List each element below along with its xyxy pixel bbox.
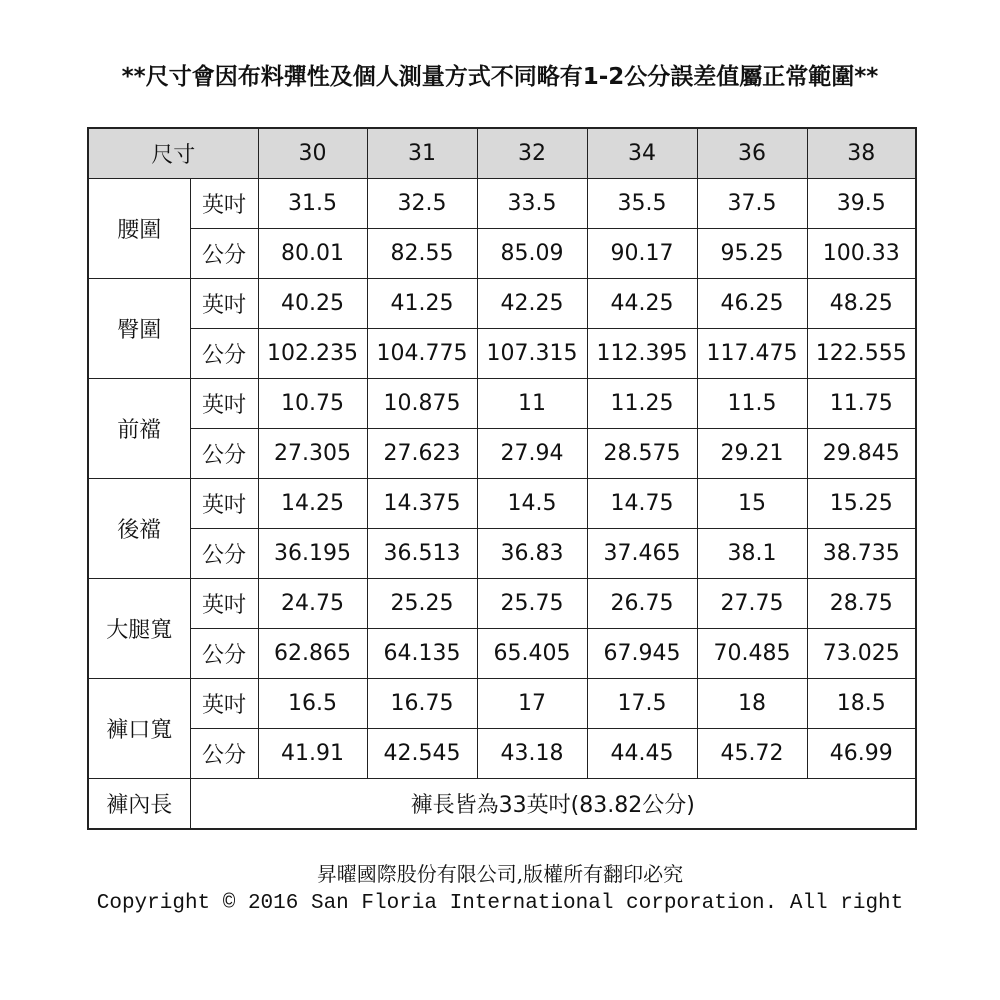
cm-value-cell: 64.135 <box>367 629 477 679</box>
cm-value-cell: 70.485 <box>697 629 807 679</box>
cm-value-cell: 85.09 <box>477 229 587 279</box>
header-row <box>88 128 916 179</box>
inch-value-cell: 15.25 <box>807 479 916 529</box>
cm-value-cell: 112.395 <box>587 329 697 379</box>
measurement-row-inch <box>88 279 916 329</box>
inseam-label: 褲內長 <box>88 779 190 830</box>
unit-cm-label: 公分 <box>190 629 258 679</box>
inch-value-cell: 16.5 <box>258 679 367 729</box>
inch-value-cell: 42.25 <box>477 279 587 329</box>
header-size: 32 <box>477 128 587 179</box>
inch-value-cell: 16.75 <box>367 679 477 729</box>
inch-value-cell: 18 <box>697 679 807 729</box>
measurement-row-inch <box>88 179 916 229</box>
inseam-note: 褲長皆為33英吋(83.82公分) <box>190 779 916 830</box>
unit-cm-label: 公分 <box>190 429 258 479</box>
cm-value-cell: 80.01 <box>258 229 367 279</box>
inch-value-cell: 27.75 <box>697 579 807 629</box>
measurement-row-cm <box>88 629 916 679</box>
measurement-row-inch <box>88 579 916 629</box>
cm-value-cell: 37.465 <box>587 529 697 579</box>
cm-value-cell: 36.83 <box>477 529 587 579</box>
measurement-row-cm <box>88 329 916 379</box>
measurement-category: 腰圍 <box>88 179 190 279</box>
inch-value-cell: 41.25 <box>367 279 477 329</box>
cm-value-cell: 104.775 <box>367 329 477 379</box>
measurement-row-cm <box>88 729 916 779</box>
cm-value-cell: 28.575 <box>587 429 697 479</box>
inch-value-cell: 10.75 <box>258 379 367 429</box>
measurement-row-inch <box>88 379 916 429</box>
cm-value-cell: 45.72 <box>697 729 807 779</box>
company-notice: 昇曜國際股份有限公司,版權所有翻印必究 <box>316 862 684 886</box>
inch-value-cell: 17.5 <box>587 679 697 729</box>
cm-value-cell: 38.735 <box>807 529 916 579</box>
inch-value-cell: 24.75 <box>258 579 367 629</box>
unit-cm-label: 公分 <box>190 529 258 579</box>
inch-value-cell: 39.5 <box>807 179 916 229</box>
cm-value-cell: 117.475 <box>697 329 807 379</box>
inch-value-cell: 33.5 <box>477 179 587 229</box>
measurement-row-inch <box>88 679 916 729</box>
cm-value-cell: 29.845 <box>807 429 916 479</box>
cm-value-cell: 73.025 <box>807 629 916 679</box>
cm-value-cell: 95.25 <box>697 229 807 279</box>
header-size: 30 <box>258 128 367 179</box>
inch-value-cell: 40.25 <box>258 279 367 329</box>
cm-value-cell: 100.33 <box>807 229 916 279</box>
inch-value-cell: 11.5 <box>697 379 807 429</box>
inch-value-cell: 14.5 <box>477 479 587 529</box>
unit-cm-label: 公分 <box>190 729 258 779</box>
cm-value-cell: 29.21 <box>697 429 807 479</box>
inch-value-cell: 46.25 <box>697 279 807 329</box>
cm-value-cell: 36.195 <box>258 529 367 579</box>
inch-value-cell: 31.5 <box>258 179 367 229</box>
inch-value-cell: 18.5 <box>807 679 916 729</box>
unit-cm-label: 公分 <box>190 229 258 279</box>
measurement-category: 後襠 <box>88 479 190 579</box>
inch-value-cell: 14.25 <box>258 479 367 529</box>
cm-value-cell: 67.945 <box>587 629 697 679</box>
cm-value-cell: 46.99 <box>807 729 916 779</box>
cm-value-cell: 27.94 <box>477 429 587 479</box>
cm-value-cell: 42.545 <box>367 729 477 779</box>
cm-value-cell: 43.18 <box>477 729 587 779</box>
measurement-category: 臀圍 <box>88 279 190 379</box>
unit-inch-label: 英吋 <box>190 179 258 229</box>
copyright-notice: Copyright © 2016 San Floria International corporation. All right <box>96 892 904 915</box>
inch-value-cell: 11.75 <box>807 379 916 429</box>
inch-value-cell: 44.25 <box>587 279 697 329</box>
inch-value-cell: 10.875 <box>367 379 477 429</box>
inch-value-cell: 28.75 <box>807 579 916 629</box>
header-size: 38 <box>807 128 916 179</box>
measurement-row-inch <box>88 479 916 529</box>
cm-value-cell: 82.55 <box>367 229 477 279</box>
inch-value-cell: 14.375 <box>367 479 477 529</box>
measurement-row-cm <box>88 229 916 279</box>
cm-value-cell: 62.865 <box>258 629 367 679</box>
inch-value-cell: 15 <box>697 479 807 529</box>
cm-value-cell: 38.1 <box>697 529 807 579</box>
measurement-row-cm <box>88 429 916 479</box>
size-notice: **尺寸會因布料彈性及個人測量方式不同略有1-2公分誤差值屬正常範圍** <box>121 64 879 90</box>
inch-value-cell: 14.75 <box>587 479 697 529</box>
measurement-category: 大腿寬 <box>88 579 190 679</box>
header-size: 31 <box>367 128 477 179</box>
unit-inch-label: 英吋 <box>190 279 258 329</box>
unit-inch-label: 英吋 <box>190 579 258 629</box>
cm-value-cell: 90.17 <box>587 229 697 279</box>
header-size: 34 <box>587 128 697 179</box>
cm-value-cell: 36.513 <box>367 529 477 579</box>
inch-value-cell: 25.25 <box>367 579 477 629</box>
measurement-category: 前襠 <box>88 379 190 479</box>
measurement-category: 褲口寬 <box>88 679 190 779</box>
header-size-label: 尺寸 <box>88 128 258 179</box>
cm-value-cell: 107.315 <box>477 329 587 379</box>
unit-inch-label: 英吋 <box>190 679 258 729</box>
inch-value-cell: 17 <box>477 679 587 729</box>
cm-value-cell: 122.555 <box>807 329 916 379</box>
cm-value-cell: 27.305 <box>258 429 367 479</box>
measurement-row-cm <box>88 529 916 579</box>
unit-cm-label: 公分 <box>190 329 258 379</box>
inch-value-cell: 32.5 <box>367 179 477 229</box>
unit-inch-label: 英吋 <box>190 479 258 529</box>
header-size: 36 <box>697 128 807 179</box>
cm-value-cell: 65.405 <box>477 629 587 679</box>
size-table <box>87 127 917 830</box>
inch-value-cell: 37.5 <box>697 179 807 229</box>
cm-value-cell: 44.45 <box>587 729 697 779</box>
cm-value-cell: 102.235 <box>258 329 367 379</box>
inch-value-cell: 11 <box>477 379 587 429</box>
inch-value-cell: 48.25 <box>807 279 916 329</box>
inch-value-cell: 11.25 <box>587 379 697 429</box>
inseam-row <box>88 779 916 830</box>
cm-value-cell: 27.623 <box>367 429 477 479</box>
cm-value-cell: 41.91 <box>258 729 367 779</box>
unit-inch-label: 英吋 <box>190 379 258 429</box>
inch-value-cell: 35.5 <box>587 179 697 229</box>
inch-value-cell: 26.75 <box>587 579 697 629</box>
inch-value-cell: 25.75 <box>477 579 587 629</box>
